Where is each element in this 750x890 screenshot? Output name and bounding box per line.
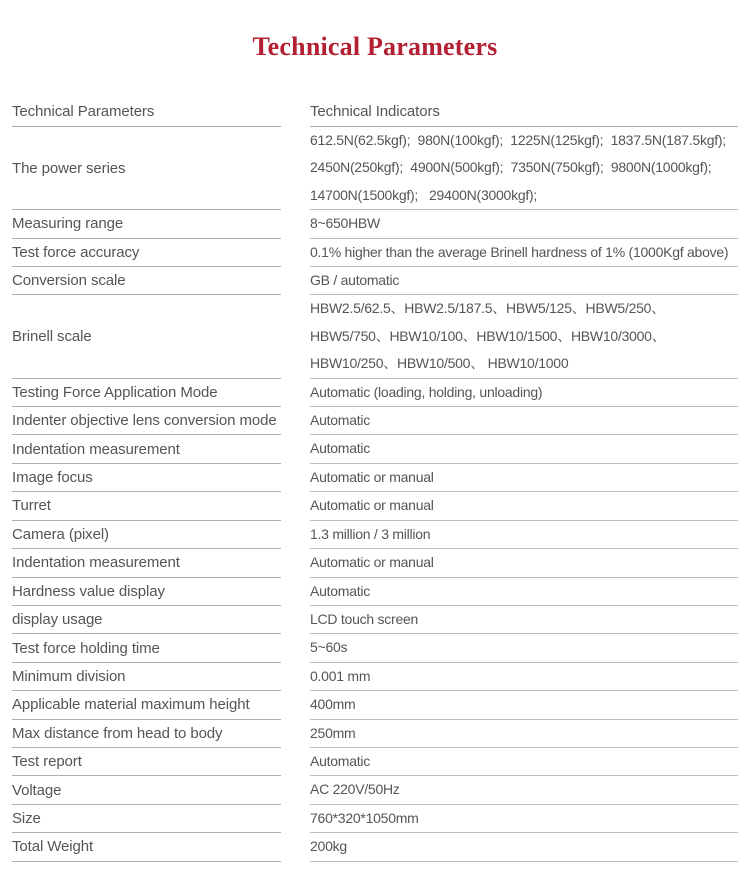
- row-value-line: 200kg: [310, 838, 347, 855]
- table-row: [12, 833, 738, 861]
- row-value-line: 250mm: [310, 724, 356, 741]
- row-label: Test force holding time: [12, 634, 281, 662]
- column-gap: [281, 267, 310, 295]
- row-value: [310, 748, 738, 776]
- row-value: [310, 492, 738, 520]
- table-row: [12, 805, 738, 833]
- column-gap: [281, 549, 310, 577]
- table-row: [12, 521, 738, 549]
- column-gap: [281, 127, 310, 210]
- row-value-line: Automatic (loading, holding, unloading): [310, 383, 543, 400]
- table-rows: [12, 127, 738, 862]
- row-label: The power series: [12, 127, 281, 210]
- column-gap: [281, 379, 310, 407]
- row-value-line: 2450N(250kgf); 4900N(500kgf); 7350N(750kgf); 9800N(1000kgf);: [310, 159, 712, 176]
- row-label: Measuring range: [12, 210, 281, 238]
- table-row: [12, 776, 738, 804]
- row-label: Hardness value display: [12, 578, 281, 606]
- row-value-line: 760*320*1050mm: [310, 809, 419, 826]
- row-value-line: GB / automatic: [310, 272, 400, 289]
- row-value-line: Automatic: [310, 582, 370, 599]
- column-gap: [281, 606, 310, 634]
- row-label: Total Weight: [12, 833, 281, 861]
- table-row: [12, 663, 738, 691]
- table-row: [12, 407, 738, 435]
- column-header-parameters: Technical Parameters: [12, 96, 281, 127]
- column-gap: [281, 239, 310, 267]
- row-value-line: 5~60s: [310, 639, 348, 656]
- column-gap: [281, 805, 310, 833]
- row-label: display usage: [12, 606, 281, 634]
- row-value: [310, 776, 738, 804]
- row-label: Testing Force Application Mode: [12, 379, 281, 407]
- table-row: [12, 691, 738, 719]
- column-gap: [281, 776, 310, 804]
- row-value-line: HBW2.5/62.5、HBW2.5/187.5、HBW5/125、HBW5/250、: [310, 300, 665, 317]
- row-value-line: Automatic: [310, 440, 370, 457]
- row-value-line: Automatic or manual: [310, 554, 434, 571]
- row-value: [310, 549, 738, 577]
- row-value: [310, 720, 738, 748]
- column-gap: [281, 720, 310, 748]
- column-gap: [281, 833, 310, 861]
- row-value-line: 0.1% higher than the average Brinell hardness of 1% (1000Kgf above): [310, 243, 729, 260]
- table-row: [12, 267, 738, 295]
- row-value: [310, 407, 738, 435]
- row-value: [310, 239, 738, 267]
- spec-sheet: [0, 34, 750, 862]
- row-label: Applicable material maximum height: [12, 691, 281, 719]
- row-value: [310, 691, 738, 719]
- table-header-row: [12, 96, 738, 127]
- row-value: [310, 295, 738, 378]
- row-value: [310, 464, 738, 492]
- column-gap: [281, 663, 310, 691]
- row-label: Conversion scale: [12, 267, 281, 295]
- table-row: [12, 239, 738, 267]
- table-row: [12, 720, 738, 748]
- row-label: Size: [12, 805, 281, 833]
- row-value-line: 8~650HBW: [310, 215, 380, 232]
- row-value-line: 0.001 mm: [310, 667, 371, 684]
- row-value-line: 14700N(1500kgf); 29400N(3000kgf);: [310, 186, 538, 203]
- row-value: [310, 606, 738, 634]
- column-gap: [281, 435, 310, 463]
- column-gap: [281, 521, 310, 549]
- row-value-line: 612.5N(62.5kgf); 980N(100kgf); 1225N(125kgf); 1837.5N(187.5kgf);: [310, 132, 726, 148]
- table-row: [12, 295, 738, 378]
- row-value-line: Automatic: [310, 412, 370, 429]
- table-row: [12, 606, 738, 634]
- row-label: Brinell scale: [12, 295, 281, 378]
- table-row: [12, 435, 738, 463]
- row-value: [310, 805, 738, 833]
- row-value: [310, 833, 738, 861]
- column-gap: [281, 492, 310, 520]
- column-gap: [281, 407, 310, 435]
- row-label: Turret: [12, 492, 281, 520]
- row-value-line: LCD touch screen: [310, 610, 419, 627]
- row-value: [310, 127, 738, 210]
- column-gap: [281, 748, 310, 776]
- row-value: [310, 634, 738, 662]
- row-value: [310, 521, 738, 549]
- row-label: Indentation measurement: [12, 549, 281, 577]
- row-label: Indenter objective lens conversion mode: [12, 407, 281, 435]
- row-label: Indentation measurement: [12, 435, 281, 463]
- spec-table: [12, 96, 738, 862]
- table-row: [12, 748, 738, 776]
- table-row: [12, 464, 738, 492]
- table-row: [12, 210, 738, 238]
- row-label: Minimum division: [12, 663, 281, 691]
- row-value: [310, 379, 738, 407]
- row-value-line: 1.3 million / 3 million: [310, 525, 431, 542]
- row-value: [310, 578, 738, 606]
- table-row: [12, 549, 738, 577]
- row-value-line: Automatic or manual: [310, 468, 434, 485]
- table-row: [12, 578, 738, 606]
- column-gap: [281, 634, 310, 662]
- table-row: [12, 127, 738, 210]
- row-label: Max distance from head to body: [12, 720, 281, 748]
- row-value-line: Automatic: [310, 752, 370, 769]
- row-value-line: AC 220V/50Hz: [310, 781, 400, 798]
- column-gap: [281, 210, 310, 238]
- column-gap: [281, 96, 310, 127]
- row-label: Voltage: [12, 776, 281, 804]
- row-value-line: Automatic or manual: [310, 497, 434, 514]
- column-gap: [281, 295, 310, 378]
- column-gap: [281, 578, 310, 606]
- row-label: Camera (pixel): [12, 521, 281, 549]
- table-row: [12, 634, 738, 662]
- row-value: [310, 267, 738, 295]
- row-value: [310, 435, 738, 463]
- row-value-line: HBW5/750、HBW10/100、HBW10/1500、HBW10/3000、: [310, 327, 666, 344]
- row-value-line: 400mm: [310, 696, 356, 713]
- column-gap: [281, 691, 310, 719]
- table-row: [12, 379, 738, 407]
- row-label: Test force accuracy: [12, 239, 281, 267]
- page-title: Technical Parameters: [252, 32, 498, 61]
- row-label: Image focus: [12, 464, 281, 492]
- row-label: Test report: [12, 748, 281, 776]
- row-value: [310, 210, 738, 238]
- row-value: [310, 663, 738, 691]
- column-gap: [281, 464, 310, 492]
- row-value-line: HBW10/250、HBW10/500、 HBW10/1000: [310, 355, 569, 372]
- column-header-indicators: Technical Indicators: [310, 96, 738, 127]
- table-row: [12, 492, 738, 520]
